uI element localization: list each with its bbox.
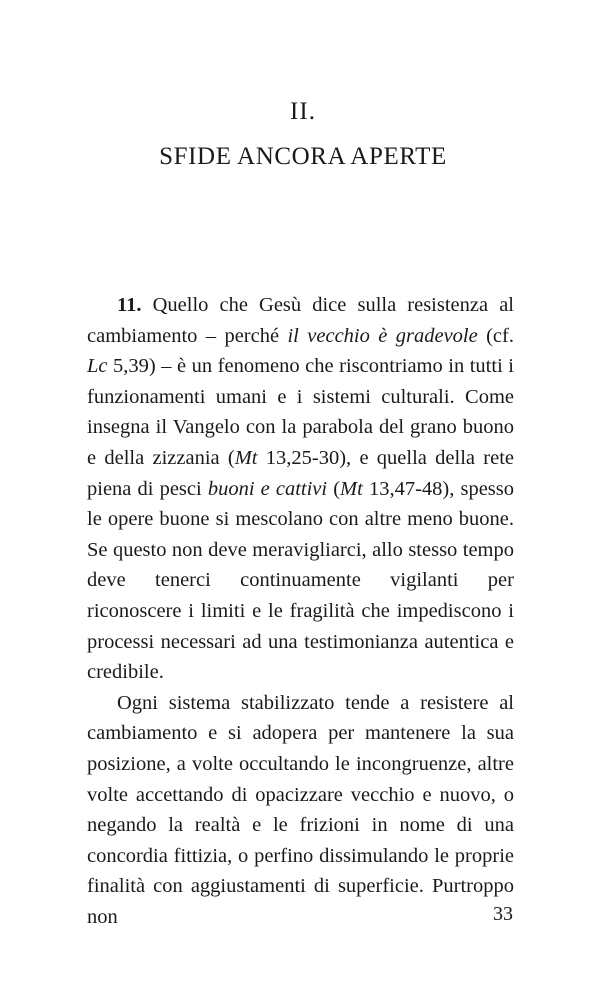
text-segment: 5,39) – è un fenomeno che riscontriamo in tutti i funzionamenti umani e i sistemi culturali. Come insegna il Vangelo con la parabola del grano buono e della zizzania ( (87, 355, 514, 469)
text-segment: 13,25-30), e quella della rete piena di pesci (87, 446, 514, 500)
italic-phrase: buoni e cattivi (207, 477, 328, 500)
bible-book-ref: Mt (340, 477, 363, 500)
quoted-phrase: il vecchio è gradevole (287, 324, 478, 347)
page-number: 33 (493, 903, 513, 925)
chapter-number: II. (290, 98, 316, 125)
bible-book-ref: Lc (87, 355, 108, 378)
text-segment: ( (327, 477, 341, 500)
text-segment: (cf. (477, 324, 514, 347)
bible-book-ref: Mt (234, 446, 258, 469)
text-segment: Quello che Gesù dice sulla resistenza al cambiamento – perché (87, 294, 514, 347)
text-segment: 13,47-48), spesso le opere buone si mescolano con altre meno buone. Se questo non deve meravigliarci, allo stesso tempo deve tenerci continuamente vigilanti per riconoscere i limiti e le fragilità che impediscono i processi necessari ad una testimonianza autentica e credibile. (87, 477, 515, 684)
paragraph-number: 11. (117, 294, 142, 316)
paragraph-2: Ogni sistema stabilizzato tende a resistere al cambiamento e si adopera per mantenere la sua posizione, a volte occultando le incongruenze, altre volte accettando di opacizzare vecchio e nuovo, o negando la realtà e le frizioni in nome di una concordia fittizia, o perfino dissimulando le proprie finalità con aggiustamenti di superficie. Purtroppo non (87, 691, 514, 928)
chapter-title: SFIDE ANCORA APERTE (159, 143, 447, 170)
paragraph-11 (87, 290, 514, 688)
body-text (87, 290, 514, 932)
